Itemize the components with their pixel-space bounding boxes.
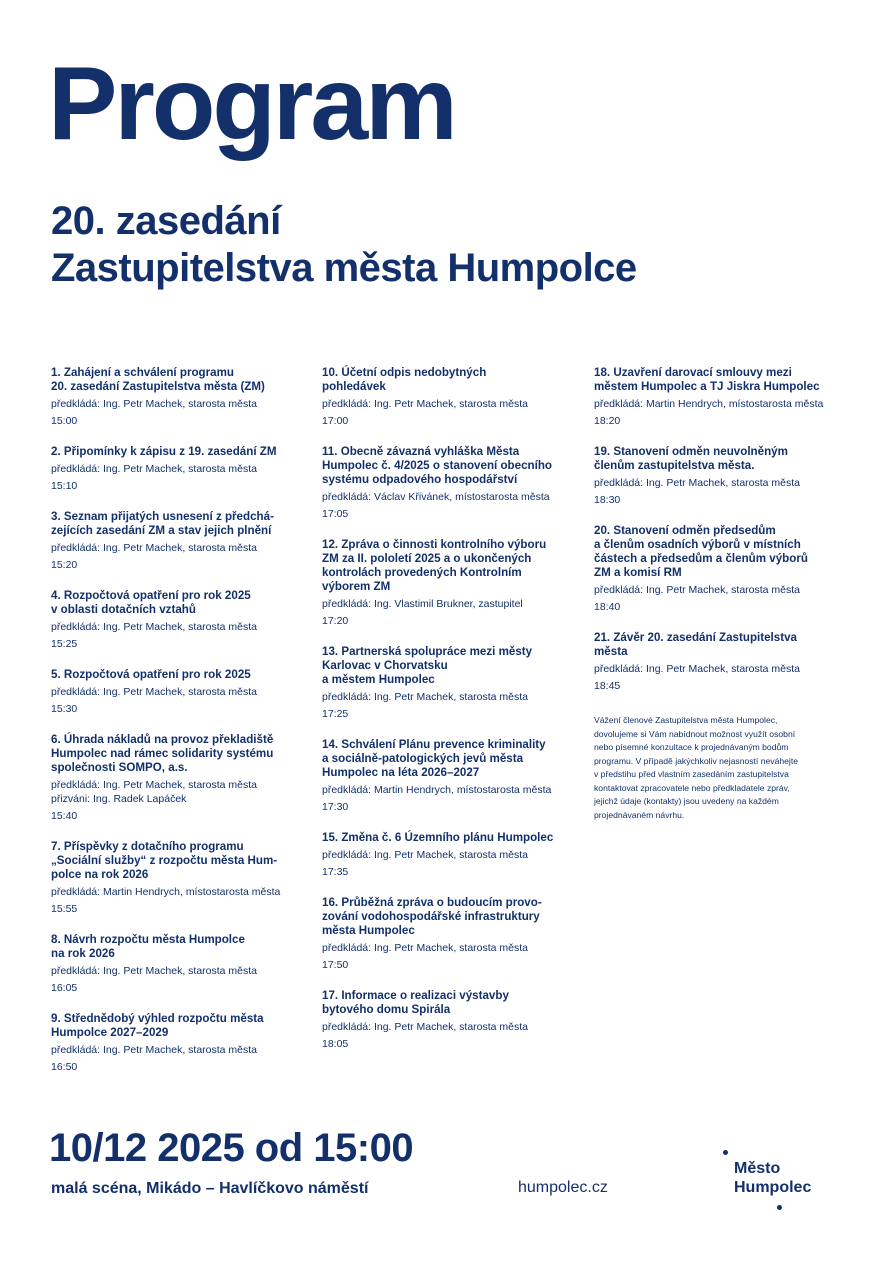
agenda-item-title: 12. Zpráva o činnosti kontrolního výboru ZM za II. pololetí 2025 a o ukončených kontrolách provedených Kontrolním výborem ZM xyxy=(322,538,547,593)
agenda-item-presenter: předkládá: Martin Hendrych, místostarosta města xyxy=(594,398,824,410)
agenda-item xyxy=(322,645,578,721)
agenda-item-title: 2. Připomínky k zápisu z 19. zasedání ZM xyxy=(51,445,277,458)
agenda-item xyxy=(51,366,307,428)
agenda-item-presenter: předkládá: Ing. Petr Machek, starosta města xyxy=(322,849,529,861)
agenda-item xyxy=(51,510,307,572)
agenda-item-title: 14. Schválení Plánu prevence kriminality a sociálně-patologických jevů města Humpolec na léta 2026–2027 xyxy=(322,738,546,779)
agenda-item-time: 15:25 xyxy=(51,638,78,650)
agenda-item-title: 6. Úhrada nákladů na provoz překladiště Humpolec nad rámec solidarity systému společnosti SOMPO, a.s. xyxy=(51,733,274,774)
agenda-column-2 xyxy=(322,366,578,1068)
agenda-item xyxy=(51,445,307,493)
agenda-item-presenter: předkládá: Ing. Petr Machek, starosta města xyxy=(322,1021,529,1033)
agenda-item-presenter: předkládá: Ing. Vlastimil Brukner, zastupitel xyxy=(322,598,523,610)
agenda-item-title: 15. Změna č. 6 Územního plánu Humpolec xyxy=(322,831,554,844)
agenda-item xyxy=(51,668,307,716)
subtitle-line-1: 20. zasedání xyxy=(51,199,281,243)
agenda-item-presenter: předkládá: Ing. Petr Machek, starosta města xyxy=(51,398,258,410)
agenda-item-time: 17:35 xyxy=(322,866,349,878)
agenda-item xyxy=(51,1012,307,1074)
agenda-item xyxy=(594,366,850,428)
meeting-subtitle xyxy=(51,198,637,292)
agenda-item-title: 10. Účetní odpis nedobytných pohledávek xyxy=(322,366,487,393)
agenda-item-time: 15:40 xyxy=(51,810,78,822)
agenda-item xyxy=(322,738,578,814)
agenda-item xyxy=(322,989,578,1051)
website-link[interactable]: humpolec.cz xyxy=(518,1179,608,1196)
agenda-item xyxy=(322,445,578,521)
agenda-item xyxy=(322,831,578,879)
agenda-item-time: 17:00 xyxy=(322,415,349,427)
agenda-item xyxy=(594,524,850,614)
agenda-item-time: 17:30 xyxy=(322,801,349,813)
agenda-item-title: 1. Zahájení a schválení programu 20. zasedání Zastupitelstva města (ZM) xyxy=(51,366,265,393)
agenda-item xyxy=(594,445,850,507)
agenda-item-presenter: předkládá: Ing. Petr Machek, starosta města xyxy=(51,965,258,977)
agenda-item-title: 9. Střednědobý výhled rozpočtu města Humpolce 2027–2029 xyxy=(51,1012,264,1039)
agenda-item-time: 18:05 xyxy=(322,1038,349,1050)
agenda-item-presenter: předkládá: Ing. Petr Machek, starosta města xyxy=(51,463,258,475)
agenda-item-title: 21. Závěr 20. zasedání Zastupitelstva města xyxy=(594,631,797,658)
agenda-item-time: 18:45 xyxy=(594,680,621,692)
agenda-item-presenter: předkládá: Ing. Petr Machek, starosta města xyxy=(51,621,258,633)
meeting-datetime: 10/12 2025 od 15:00 xyxy=(49,1126,414,1170)
agenda-item xyxy=(51,933,307,995)
city-logo xyxy=(722,1147,852,1215)
agenda-item xyxy=(51,840,307,916)
agenda-item-title: 4. Rozpočtová opatření pro rok 2025 v oblasti dotačních vztahů xyxy=(51,589,251,616)
agenda-item-time: 16:05 xyxy=(51,982,78,994)
agenda-item-presenter: předkládá: Ing. Petr Machek, starosta města xyxy=(322,398,529,410)
agenda-item-time: 17:05 xyxy=(322,508,349,520)
agenda-item-title: 7. Příspěvky z dotačního programu „Sociální služby“ z rozpočtu města Hum- polce na rok 2026 xyxy=(51,840,278,881)
agenda-item-time: 18:40 xyxy=(594,601,621,613)
agenda-item-time: 17:25 xyxy=(322,708,349,720)
agenda-item-time: 15:20 xyxy=(51,559,78,571)
agenda-item-title: 19. Stanovení odměn neuvolněným členům zastupitelstva města. xyxy=(594,445,788,472)
agenda-item xyxy=(322,366,578,428)
subtitle-line-2: Zastupitelstva města Humpolce xyxy=(51,246,637,290)
agenda-item-invited: přizváni: Ing. Radek Lapáček xyxy=(51,793,187,805)
agenda-item xyxy=(51,589,307,651)
agenda-item xyxy=(51,733,307,823)
agenda-item-time: 17:50 xyxy=(322,959,349,971)
agenda-item xyxy=(594,631,850,693)
logo-text: Město Humpolec xyxy=(734,1160,812,1196)
agenda-item-time: 15:10 xyxy=(51,480,78,492)
agenda-item-time: 17:20 xyxy=(322,615,349,627)
agenda-item-time: 15:55 xyxy=(51,903,78,915)
agenda-item-presenter: předkládá: Ing. Petr Machek, starosta města xyxy=(322,942,529,954)
agenda-item-title: 16. Průběžná zpráva o budoucím provo- zování vodohospodářské infrastruktury města Humpolec xyxy=(322,896,542,937)
agenda-item-time: 16:50 xyxy=(51,1061,78,1073)
agenda-item xyxy=(322,538,578,628)
agenda-item-presenter: předkládá: Václav Křivánek, místostarosta města xyxy=(322,491,550,503)
agenda-item-title: 11. Obecně závazná vyhláška Města Humpolec č. 4/2025 o stanovení obecního systému odpadového hospodářství xyxy=(322,445,553,486)
council-note: Vážení členové Zastupitelstva města Humpolec, dovolujeme si Vám nabídnout možnost využít osobní nebo písemné konzultace k projednávaným bodům programu. V případě jakýchkoliv nejasností neváhejte v předstihu před vlastním zasedáním zastupitelstva kontaktovat zpracovatele nebo předkladatele zpráv, jejichž údaje (kontakty) jsou uvedeny na každém projednávaném návrhu. xyxy=(594,715,798,820)
meeting-venue: malá scéna, Mikádo – Havlíčkovo náměstí xyxy=(51,1180,369,1197)
agenda-item-presenter: předkládá: Ing. Petr Machek, starosta města xyxy=(594,584,801,596)
agenda-column-1 xyxy=(51,366,307,1091)
agenda-column-3 xyxy=(594,366,850,710)
agenda-item-time: 15:30 xyxy=(51,703,78,715)
agenda-item-presenter: předkládá: Ing. Petr Machek, starosta města xyxy=(51,542,258,554)
agenda-item xyxy=(322,896,578,972)
agenda-item-presenter: předkládá: Ing. Petr Machek, starosta města xyxy=(322,691,529,703)
logo-dot-icon xyxy=(777,1205,782,1210)
agenda-item-presenter: předkládá: Martin Hendrych, místostarosta města xyxy=(322,784,552,796)
agenda-item-title: 17. Informace o realizaci výstavby bytového domu Spirála xyxy=(322,989,509,1016)
agenda-item-presenter: předkládá: Martin Hendrych, místostarosta města xyxy=(51,886,281,898)
agenda-item-title: 3. Seznam přijatých usnesení z předchá- zejících zasedání ZM a stav jejich plnění xyxy=(51,510,274,537)
agenda-item-title: 8. Návrh rozpočtu města Humpolce na rok 2026 xyxy=(51,933,245,960)
agenda-item-presenter: předkládá: Ing. Petr Machek, starosta města xyxy=(51,686,258,698)
agenda-item-presenter: předkládá: Ing. Petr Machek, starosta města xyxy=(51,1044,258,1056)
agenda-item-time: 18:30 xyxy=(594,494,621,506)
logo-dot-icon xyxy=(723,1150,728,1155)
agenda-item-title: 5. Rozpočtová opatření pro rok 2025 xyxy=(51,668,251,681)
agenda-item-time: 15:00 xyxy=(51,415,78,427)
agenda-item-presenter: předkládá: Ing. Petr Machek, starosta města xyxy=(594,477,801,489)
agenda-item-presenter: předkládá: Ing. Petr Machek, starosta města xyxy=(51,779,258,791)
agenda-item-title: 18. Uzavření darovací smlouvy mezi městem Humpolec a TJ Jiskra Humpolec xyxy=(594,366,820,393)
agenda-item-presenter: předkládá: Ing. Petr Machek, starosta města xyxy=(594,663,801,675)
page-title: Program xyxy=(48,46,455,162)
agenda-item-title: 20. Stanovení odměn předsedům a členům osadních výborů v místních částech a předsedům a členům výborů ZM a komisí RM xyxy=(594,524,808,579)
agenda-item-time: 18:20 xyxy=(594,415,621,427)
agenda-item-title: 13. Partnerská spolupráce mezi městy Karlovac v Chorvatsku a městem Humpolec xyxy=(322,645,533,686)
